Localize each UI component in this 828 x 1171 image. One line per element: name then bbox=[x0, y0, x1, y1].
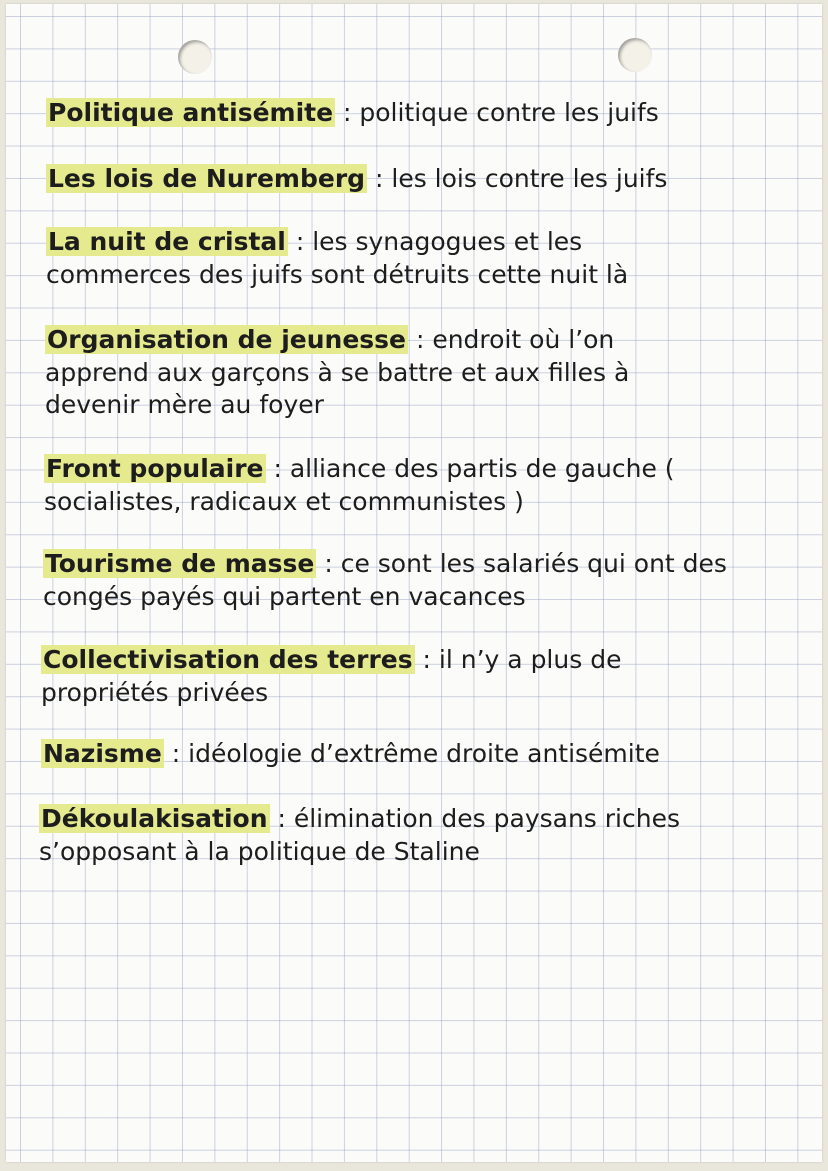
vocab-entry bbox=[45, 324, 725, 422]
grid-paper-sheet bbox=[6, 4, 822, 1162]
vocab-term: Organisation de jeunesse bbox=[47, 325, 407, 354]
vocab-entry bbox=[46, 163, 766, 196]
vocab-entry bbox=[46, 97, 766, 130]
vocab-definition: : politique contre les juifs bbox=[335, 98, 659, 127]
vocab-definition: : ce sont les salariés qui ont des congés payés qui partent en vacances bbox=[43, 549, 727, 611]
vocab-term: Collectivisation des terres bbox=[43, 645, 413, 674]
vocab-definition: : idéologie d’extrême droite antisémite bbox=[163, 739, 660, 768]
vocab-definition: : alliance des partis de gauche ( socialistes, radicaux et communistes ) bbox=[44, 454, 675, 516]
vocab-definition: : élimination des paysans riches s’opposant à la politique de Staline bbox=[39, 804, 680, 866]
vocab-term: Nazisme bbox=[43, 739, 162, 768]
vocab-definition: : endroit où l’on apprend aux garçons à se battre et aux filles à devenir mère au foyer bbox=[45, 325, 630, 419]
vocab-term: Les lois de Nuremberg bbox=[48, 164, 366, 193]
vocab-entry bbox=[41, 644, 741, 709]
vocab-entry bbox=[41, 738, 761, 771]
vocab-term: Politique antisémite bbox=[48, 98, 334, 127]
vocab-entry bbox=[46, 226, 706, 291]
vocab-definition: : il n’y a plus de propriétés privées bbox=[41, 645, 622, 707]
vocab-term: Dékoulakisation bbox=[41, 804, 268, 833]
vocab-entry bbox=[39, 803, 779, 868]
vocabulary-list bbox=[6, 4, 822, 1162]
vocab-definition: : les synagogues et les commerces des juifs sont détruits cette nuit là bbox=[46, 227, 629, 289]
vocab-term: Front populaire bbox=[46, 454, 264, 483]
vocab-entry bbox=[43, 548, 763, 613]
vocab-definition: : les lois contre les juifs bbox=[367, 164, 668, 193]
vocab-term: Tourisme de masse bbox=[45, 549, 315, 578]
vocab-term: La nuit de cristal bbox=[48, 227, 286, 256]
vocab-entry bbox=[44, 453, 764, 518]
